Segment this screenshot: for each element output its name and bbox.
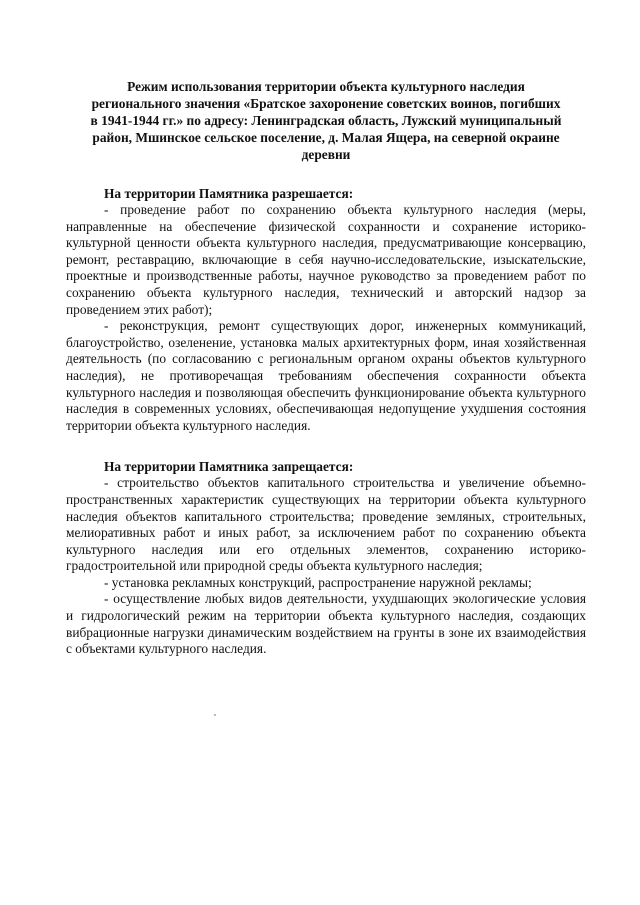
prohibited-item: - осуществление любых видов деятельности, ухудшающих экологические условия и гидрологический режим на территории объекта культурного наследия, создающих вибрационные нагрузки динамическим воздействием на грунты в зоне их взаимодействия с объектами культурного наследия. <box>66 591 586 657</box>
prohibited-item: - установка рекламных конструкций, распространение наружной рекламы; <box>104 574 532 590</box>
allowed-item: - проведение работ по сохранению объекта культурного наследия (меры, направленные на обеспечение физической сохранности и сохранение историко-культурной ценности объекта культурного наследия, предусматривающие консервацию, ремонт, реставрацию, включающие в себя научно-исследовательские, изыскательские, проектные и производственные работы, научное руководство за проведением работ по сохранению объекта культурного наследия, технический и авторский надзор за проведением этих работ); <box>66 202 586 317</box>
scan-speck <box>214 714 216 716</box>
title-line: Режим использования территории объекта культурного наследия <box>127 79 525 94</box>
title-line: деревни <box>301 147 351 162</box>
prohibited-section <box>66 458 586 658</box>
allowed-item: - реконструкция, ремонт существующих дорог, инженерных коммуникаций, благоустройство, озеленение, установка малых архитектурных форм, иная хозяйственная деятельность (по согласованию с региональным органом охраны объектов культурного наследия), не противоречащая требованиям обеспечения сохранности объекта культурного наследия и позволяющая обеспечить функционирование объекта культурного наследия в современных условиях, обеспечивающая недопущение ухудшения состояния территории объекта культурного наследия. <box>66 318 586 433</box>
title-line: в 1941-1944 гг.» по адресу: Ленинградская область, Лужский муниципальный <box>90 113 562 128</box>
prohibited-heading: На территории Памятника запрещается: <box>104 459 354 475</box>
document-page <box>66 78 586 658</box>
title-line: район, Мшинское сельское поселение, д. Малая Ящера, на северной окраине <box>92 130 560 145</box>
document-title <box>66 78 586 163</box>
allowed-heading: На территории Памятника разрешается: <box>104 186 354 201</box>
section-spacer <box>66 434 586 458</box>
allowed-section <box>66 185 586 434</box>
title-line: регионального значения «Братское захоронение советских воинов, погибших <box>91 96 561 111</box>
prohibited-item: - строительство объектов капитального строительства и увеличение объемно-пространственных характеристик существующих на территории объекта культурного наследия объектов капитального строительства; проведение земляных, строительных, мелиоративных работ и иных работ, за исключением работ по сохранению объекта культурного наследия или его отдельных элементов, сохранению историко-градостроительной или природной среды объекта культурного наследия; <box>66 475 586 574</box>
